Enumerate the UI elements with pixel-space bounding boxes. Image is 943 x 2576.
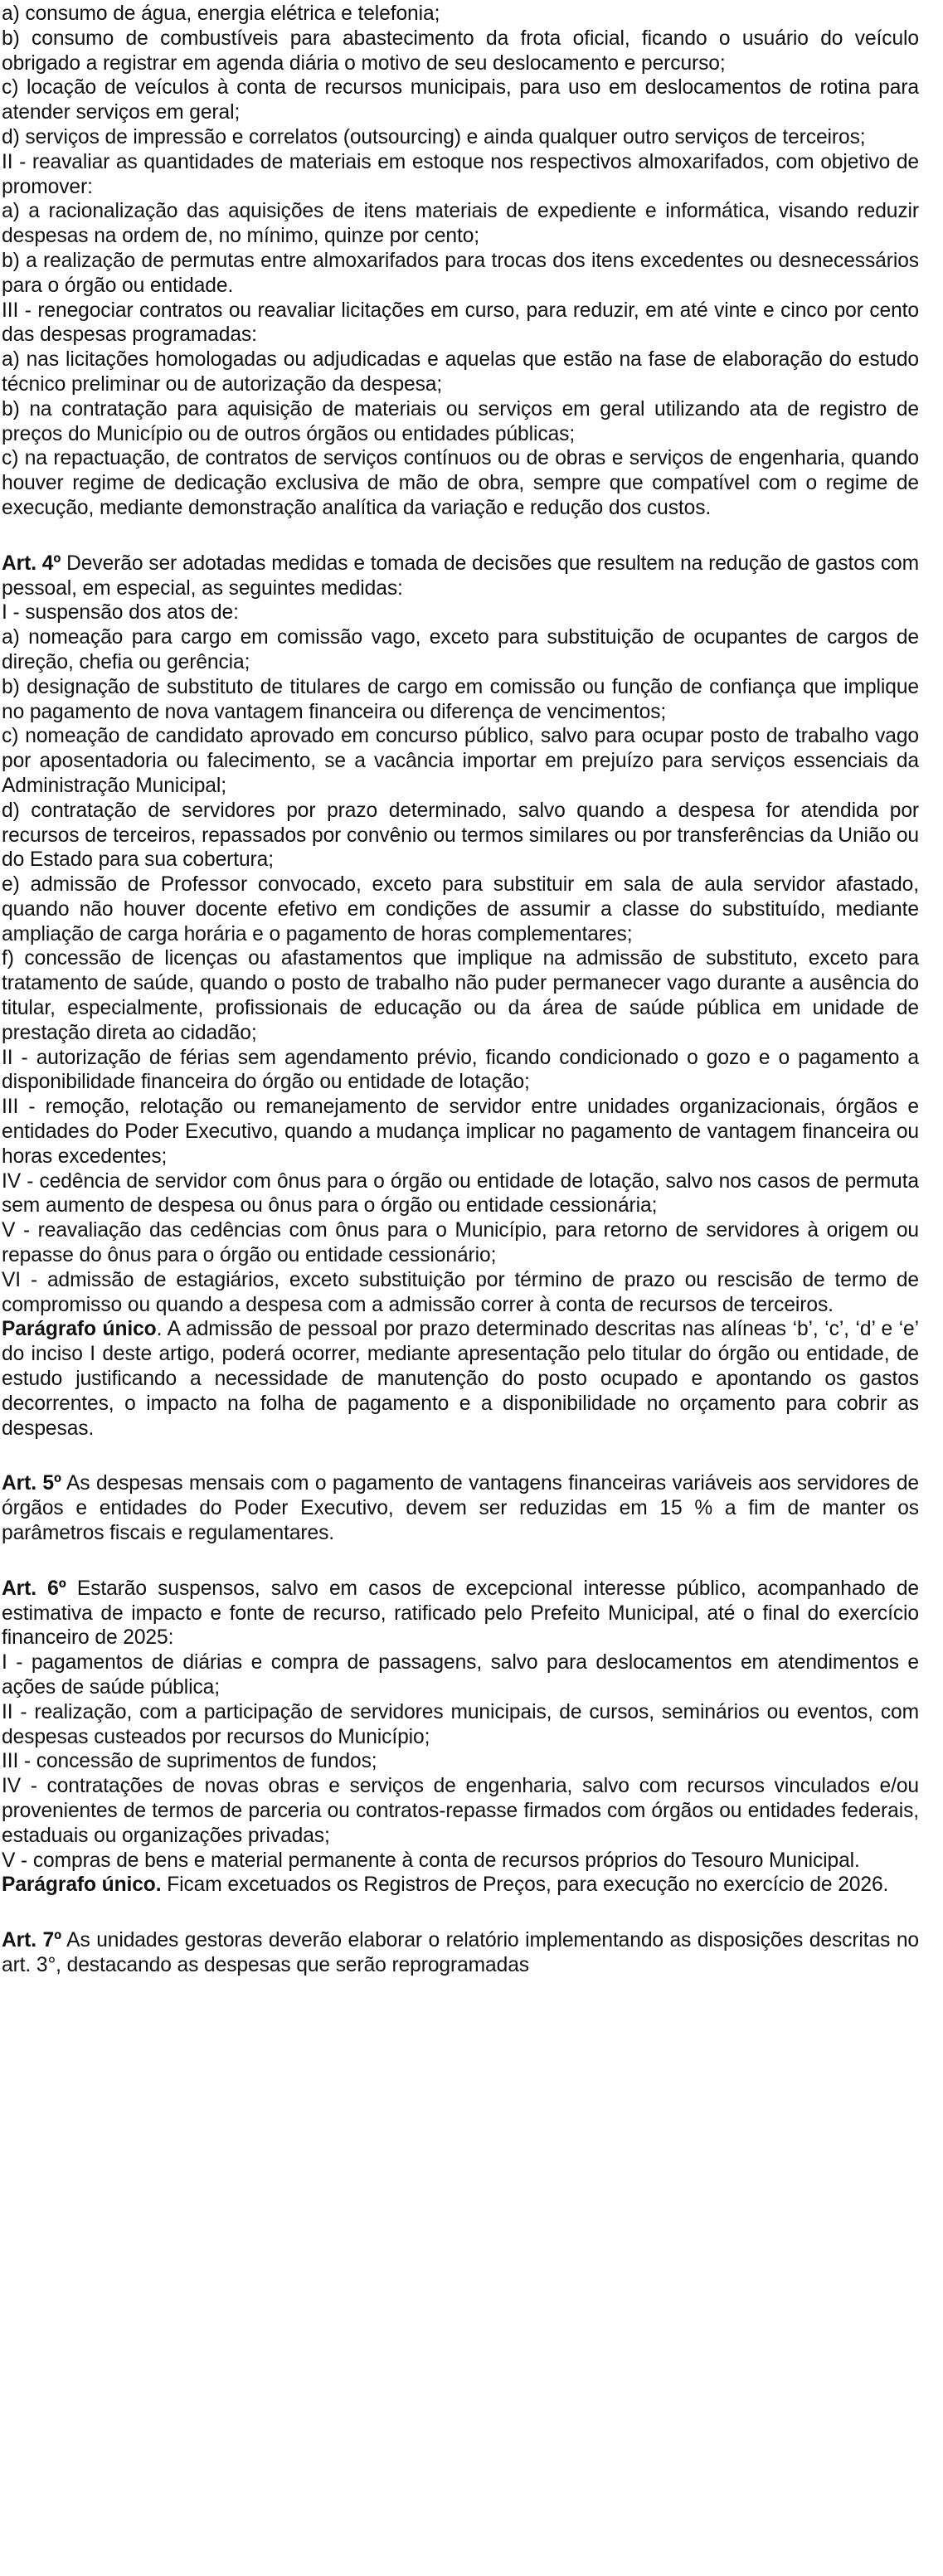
art6-paragrafo-unico: [2, 1873, 919, 1898]
art4-line: d) contratação de servidores por prazo determinado, salvo quando a despesa for atendida por recursos de terceiros, repassados por convênio ou termos similares ou por transferências da União ou do Estado para sua cobertura;: [2, 799, 919, 872]
art3-inciso-iii-c: c) na repactuação, de contratos de serviços contínuos ou de obras e serviços de engenharia, quando houver regime de dedicação exclusiva de mão de obra, sempre que compatível com o regime de execução, mediante demonstração analítica da variação e redução dos custos.: [2, 447, 919, 519]
art6-line: V - compras de bens e material permanente à conta de recursos próprios do Tesouro Municipal.: [2, 1849, 860, 1872]
art4-line: a) nomeação para cargo em comissão vago, exceto para substituição de ocupantes de cargos de direção, chefia ou gerência;: [2, 626, 919, 673]
art7-text: As unidades gestoras deverão elaborar o relatório implementando as disposições descritas no art. 3°, destacando as despesas que serão reprogramadas: [2, 1929, 919, 1976]
art3-inciso-iii-a: a) nas licitações homologadas ou adjudicadas e aquelas que estão na fase de elaboração do estudo técnico preliminar ou de autorização da despesa;: [2, 348, 919, 396]
art4-paragraph-text: . A admissão de pessoal por prazo determinado descritas nas alíneas ‘b’, ‘c’, ‘d’ e ‘e’ do inciso I deste artigo, poderá ocorrer, mediante apresentação pelo titular do órgão ou entidade, de estudo justificando a necessidade de manutenção do posto ocupado e apontando os gastos decorrentes, o impacto na folha de pagamento e a disponibilidade no orçamento para cobrir as despesas.: [2, 1318, 920, 1440]
art4-line: f) concessão de licenças ou afastamentos que implique na admissão de substituto, exceto para tratamento de saúde, quando o posto de trabalho não puder permanecer vago durante a ausência do titular, especialmente, profissionais de educação ou da área de saúde pública em unidade de prestação direta ao cidadão;: [2, 947, 919, 1044]
art3-inciso-iii: III - renegociar contratos ou reavaliar licitações em curso, para reduzir, em até vinte e cinco por cento das despesas programadas:: [2, 299, 919, 347]
art4-paragraph-label: Parágrafo único: [2, 1318, 157, 1341]
art3-inciso-ii-b: b) a realização de permutas entre almoxarifados para trocas dos itens excedentes ou desnecessários para o órgão ou entidade.: [2, 249, 919, 297]
art3-item-a: a) consumo de água, energia elétrica e telefonia;: [2, 2, 440, 25]
art4-line: e) admissão de Professor convocado, exceto para substituir em sala de aula servidor afastado, quando não houver docente efetivo em condições de assumir a classe do substituído, mediante ampliação de carga horária e o pagamento de horas complementares;: [2, 873, 919, 945]
art3-inciso-ii-a: a) a racionalização das aquisições de itens materiais de expediente e informática, visando reduzir despesas na ordem de, no mínimo, quinze por cento;: [2, 200, 919, 248]
art7-caput: [2, 1928, 919, 1978]
art4-line: III - remoção, relotação ou remanejamento de servidor entre unidades organizacionais, órgãos e entidades do Poder Executivo, quando a mudança implicar no pagamento de vantagem financeira ou horas excedentes;: [2, 1096, 919, 1168]
document-body: [2, 2, 919, 1978]
spacer: [2, 1546, 919, 1577]
art5-text: As despesas mensais com o pagamento de vantagens financeiras variáveis aos servidores de órgãos e entidades do Poder Executivo, devem ser reduzidas em 15 % a fim de manter os parâmetros fiscais e regulamentares.: [2, 1472, 919, 1545]
art5-caput: [2, 1471, 919, 1545]
art4-paragrafo-unico: [2, 1317, 919, 1441]
art4-label: Art. 4º: [2, 552, 61, 575]
art3-item-d: d) serviços de impressão e correlatos (outsourcing) e ainda qualquer outro serviços de terceiros;: [2, 125, 866, 148]
art4-line: V - reavaliação das cedências com ônus para o Município, para retorno de servidores à origem ou repasse do ônus para o órgão ou entidade cessionário;: [2, 1219, 919, 1267]
art5-label: Art. 5º: [2, 1472, 61, 1495]
spacer: [2, 1898, 919, 1928]
art3-item-c: c) locação de veículos à conta de recursos municipais, para uso em deslocamentos de rotina para atender serviços em geral;: [2, 76, 919, 124]
art6-line: I - pagamentos de diárias e compra de passagens, salvo para deslocamentos em atendimentos e ações de saúde pública;: [2, 1651, 919, 1699]
spacer: [2, 521, 919, 552]
art4-line: VI - admissão de estagiários, exceto substituição por término de prazo ou rescisão de termo de compromisso ou quando a despesa com a admissão correr à conta de recursos de terceiros.: [2, 1268, 919, 1316]
art4-line: c) nomeação de candidato aprovado em concurso público, salvo para ocupar posto de trabalho vago por aposentadoria ou falecimento, se a vacância importar em prejuízo para serviços essenciais da Administração Municipal;: [2, 725, 919, 797]
art6-intro: Estarão suspensos, salvo em casos de excepcional interesse público, acompanhado de estimativa de impacto e fonte de recurso, ratificado pelo Prefeito Municipal, até o final do exercício financeiro de 2025:: [2, 1577, 919, 1650]
art4-line: I - suspensão dos atos de:: [2, 601, 239, 625]
art4-intro: Deverão ser adotadas medidas e tomada de decisões que resultem na redução de gastos com pessoal, em especial, as seguintes medidas:: [2, 552, 920, 600]
art3-inciso-ii: II - reavaliar as quantidades de materiais em estoque nos respectivos almoxarifados, com objetivo de promover:: [2, 150, 919, 198]
art3-inciso-iii-b: b) na contratação para aquisição de materiais ou serviços em geral utilizando ata de registro de preços do Município ou de outros órgãos ou entidades públicas;: [2, 397, 919, 445]
art6-line: IV - contratações de novas obras e serviços de engenharia, salvo com recursos vinculados e/ou provenientes de termos de parceria ou contratos-repasse firmados com órgãos ou entidades federais, estaduais ou organizações privadas;: [2, 1775, 919, 1847]
art3-item-b: b) consumo de combustíveis para abastecimento da frota oficial, ficando o usuário do veículo obrigado a registrar em agenda diária o motivo de seu deslocamento e percurso;: [2, 27, 919, 75]
art4-line: IV - cedência de servidor com ônus para o órgão ou entidade de lotação, salvo nos casos de permuta sem aumento de despesa ou ônus para o órgão ou entidade cessionária;: [2, 1169, 919, 1218]
art6-caput: [2, 1577, 919, 1650]
art6-label: Art. 6º: [2, 1577, 66, 1600]
art7-label: Art. 7º: [2, 1929, 61, 1952]
art4-line: b) designação de substituto de titulares de cargo em comissão ou função de confiança que implique no pagamento de nova vantagem financeira ou diferença de vencimentos;: [2, 675, 919, 723]
art4-line: II - autorização de férias sem agendamento prévio, ficando condicionado o gozo e o pagamento a disponibilidade financeira do órgão ou entidade de lotação;: [2, 1046, 919, 1094]
art6-line: II - realização, com a participação de servidores municipais, de cursos, seminários ou eventos, com despesas custeados por recursos do Município;: [2, 1700, 919, 1748]
art6-paragraph-label: Parágrafo único.: [2, 1874, 162, 1897]
art6-line: III - concessão de suprimentos de fundos;: [2, 1750, 377, 1773]
art6-paragraph-text: Ficam excetuados os Registros de Preços, para execução no exercício de 2026.: [161, 1874, 889, 1897]
art4-caput: [2, 552, 919, 601]
spacer: [2, 1441, 919, 1471]
